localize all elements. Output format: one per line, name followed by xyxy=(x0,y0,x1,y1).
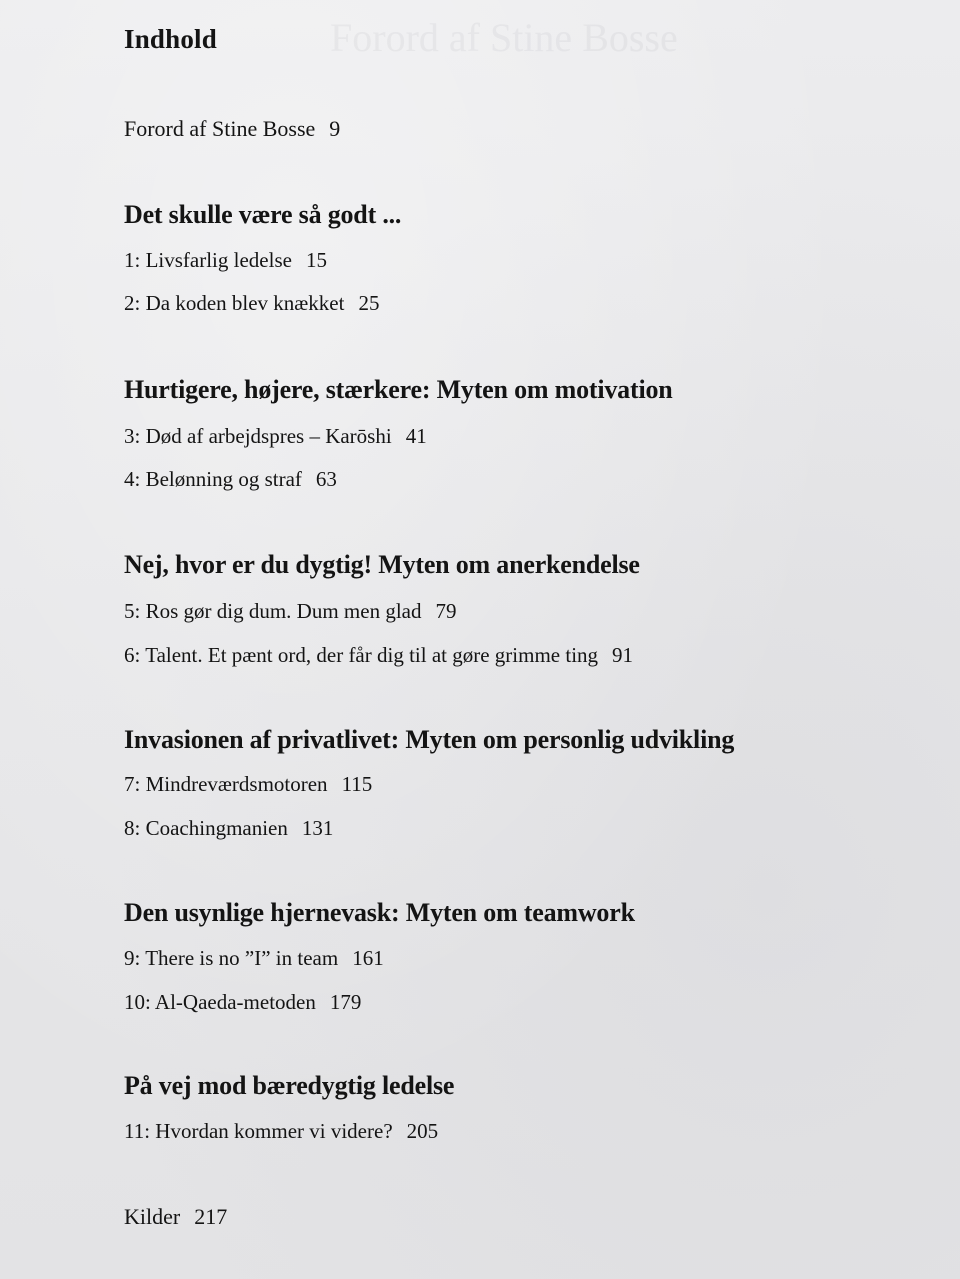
section-heading: Den usynlige hjernevask: Myten om teamwork xyxy=(124,898,635,927)
toc-title: Indhold xyxy=(124,24,217,54)
page-number: 15 xyxy=(305,248,327,272)
entry-label: 8: Coachingmanien xyxy=(124,816,288,840)
toc-entry-chapter-1 xyxy=(124,248,327,273)
entry-label: 1: Livsfarlig ledelse xyxy=(124,248,292,272)
entry-label: 6: Talent. Et pænt ord, der får dig til at gøre grimme ting xyxy=(124,643,599,667)
entry-label: 4: Belønning og straf xyxy=(124,467,302,491)
page-number: 205 xyxy=(406,1119,439,1143)
page-number: 41 xyxy=(405,424,427,448)
toc-entry-chapter-2 xyxy=(124,291,379,316)
toc-entry-chapter-6 xyxy=(124,643,633,668)
page-number: 161 xyxy=(352,946,384,970)
entry-label: 5: Ros gør dig dum. Dum men glad xyxy=(124,599,422,623)
toc-entry-chapter-11 xyxy=(124,1119,438,1144)
section-heading: På vej mod bæredygtig ledelse xyxy=(124,1071,455,1100)
toc-entry-chapter-5 xyxy=(124,599,457,624)
toc-entry-chapter-7 xyxy=(124,772,372,797)
toc-entry-chapter-8 xyxy=(124,816,333,841)
page-number: 131 xyxy=(301,816,334,840)
toc-entry-chapter-4 xyxy=(124,467,337,492)
toc-entry-sources xyxy=(124,1204,227,1230)
entry-label: Kilder xyxy=(124,1204,181,1229)
page-number: 63 xyxy=(315,467,337,491)
section-heading: Nej, hvor er du dygtig! Myten om anerkendelse xyxy=(124,550,640,579)
entry-label: 3: Død af arbejdspres – Karōshi xyxy=(124,424,392,448)
entry-label: 11: Hvordan kommer vi videre? xyxy=(124,1119,393,1143)
toc-entry-chapter-9 xyxy=(124,946,384,971)
show-through-title: Forord af Stine Bosse xyxy=(330,15,678,60)
page-number: 79 xyxy=(435,599,457,623)
section-heading: Det skulle være så godt ... xyxy=(124,200,402,229)
page-number: 217 xyxy=(194,1204,228,1229)
entry-label: 9: There is no ”I” in team xyxy=(124,946,339,970)
page-number: 115 xyxy=(341,772,373,796)
page-number: 179 xyxy=(329,990,362,1014)
toc-entry-preface xyxy=(124,116,340,142)
section-heading: Invasionen af privatlivet: Myten om personlig udvikling xyxy=(124,725,735,754)
toc-entry-chapter-3 xyxy=(124,424,427,449)
toc-entry-chapter-10 xyxy=(124,990,361,1015)
section-heading: Hurtigere, højere, stærkere: Myten om motivation xyxy=(124,375,673,404)
entry-label: Forord af Stine Bosse xyxy=(124,116,316,141)
page-number: 91 xyxy=(612,643,634,667)
entry-label: 10: Al-Qaeda-metoden xyxy=(124,990,316,1014)
page-number: 25 xyxy=(358,291,380,315)
entry-label: 7: Mindreværdsmotoren xyxy=(124,772,328,796)
entry-label: 2: Da koden blev knækket xyxy=(124,291,345,315)
page-number: 9 xyxy=(329,116,341,141)
